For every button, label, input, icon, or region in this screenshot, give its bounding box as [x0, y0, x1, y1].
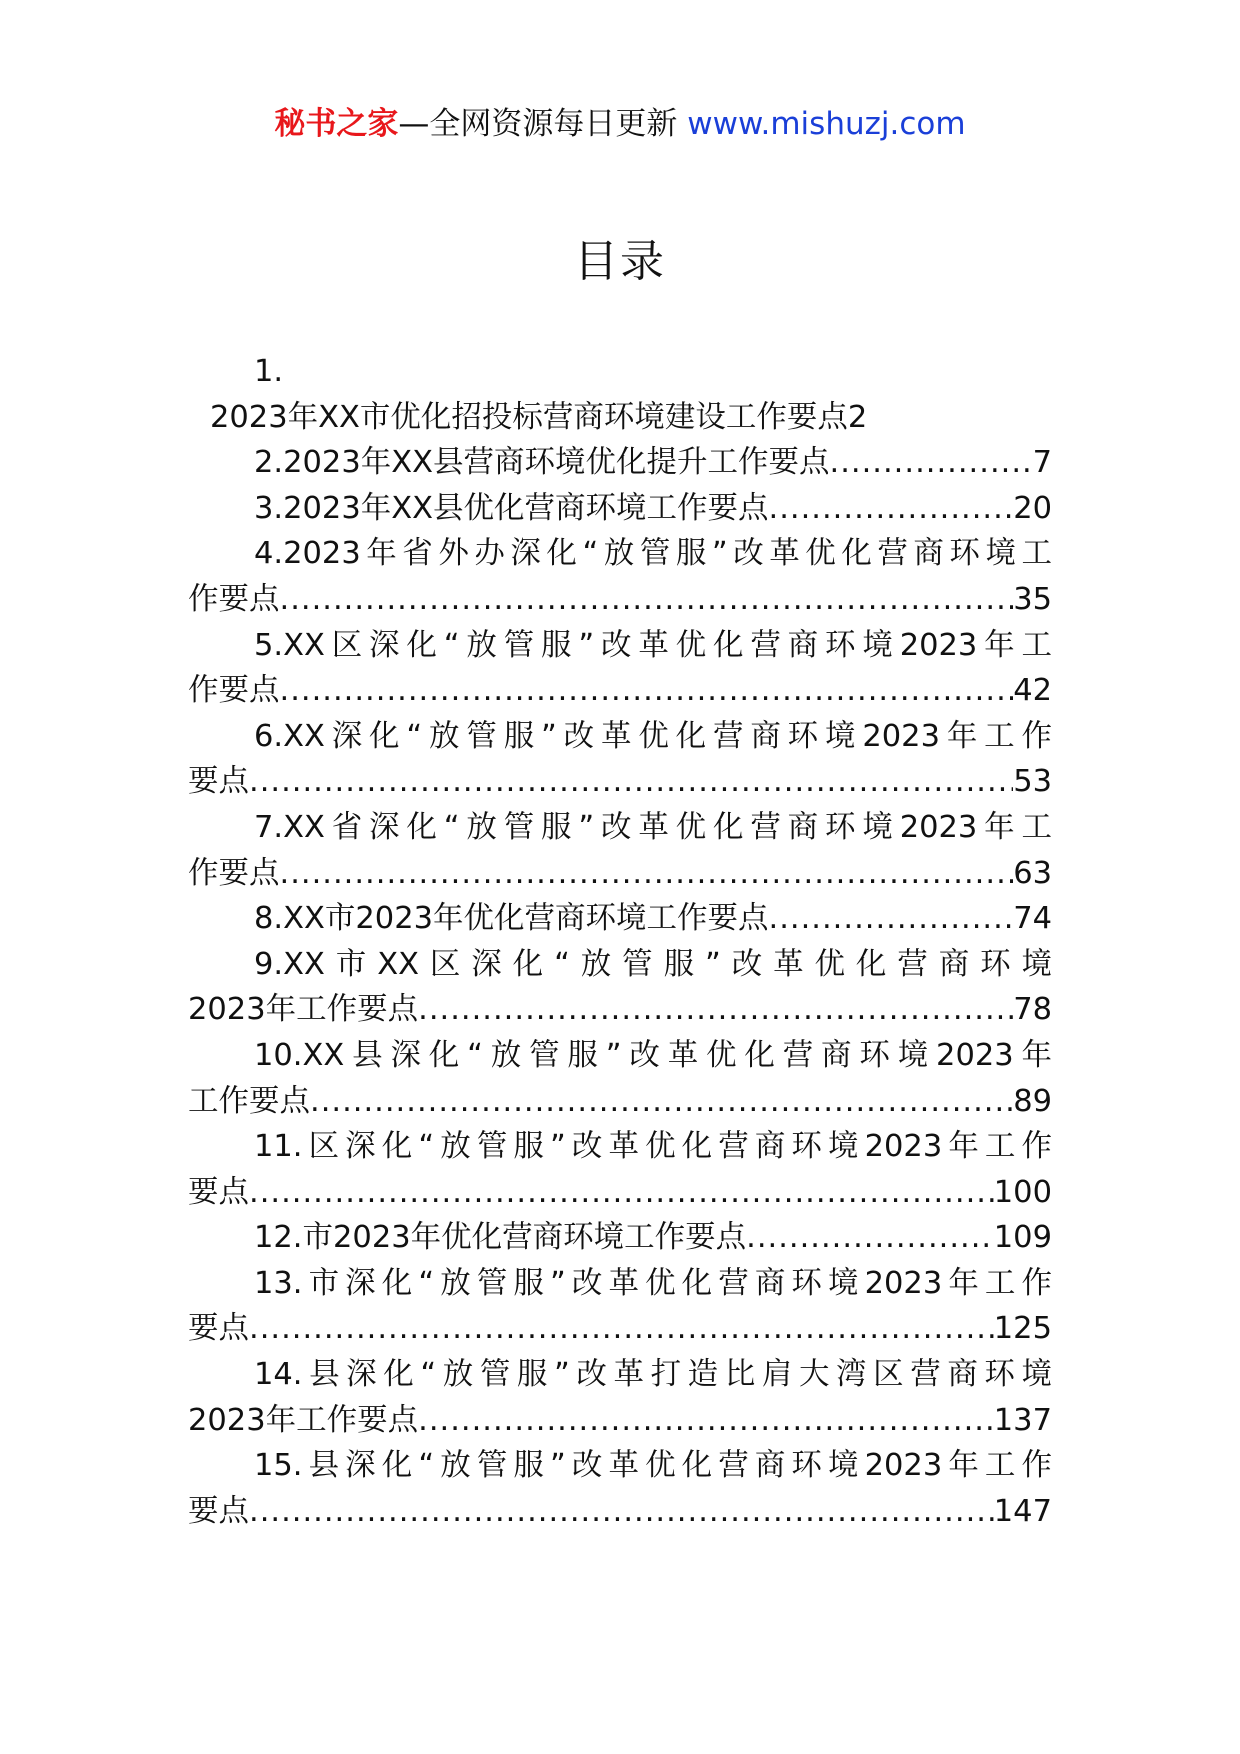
toc-item-6-cont[interactable] [188, 759, 1052, 805]
toc-item-8-title: 8.XX市2023年优化营商环境工作要点 [254, 901, 769, 937]
toc-item-4-cont[interactable] [188, 577, 1052, 623]
toc-leader-dots [280, 577, 1014, 623]
toc-item-14-title: 14.县深化“放管服”改革打造比肩大湾区营商环境 [254, 1357, 1052, 1393]
toc-item-13-title: 13.市深化“放管服”改革优化营商环境2023年工作 [254, 1265, 1052, 1301]
toc-item-4-page: 35 [1013, 581, 1052, 617]
toc-leader-dots [746, 1215, 994, 1261]
toc-item-1-number-line [188, 349, 1052, 395]
toc-item-6-page: 53 [1013, 764, 1052, 800]
toc-item-5-title: 5.XX区深化“放管服”改革优化营商环境2023年工 [254, 627, 1052, 663]
toc-item-13-cont[interactable] [188, 1306, 1052, 1352]
toc-item-5-cont[interactable] [188, 668, 1052, 714]
toc-item-4[interactable] [188, 531, 1052, 577]
table-of-contents [188, 349, 1052, 1534]
toc-leader-dots [830, 440, 1033, 486]
toc-item-1[interactable] [188, 395, 1052, 441]
toc-leader-dots [418, 987, 1013, 1033]
toc-item-3-page: 20 [1013, 490, 1052, 526]
toc-item-14-title-cont: 2023年工作要点 [188, 1402, 419, 1438]
toc-item-12-title: 12.市2023年优化营商环境工作要点 [254, 1220, 747, 1256]
toc-item-10-page: 89 [1013, 1083, 1052, 1119]
toc-item-13-title-cont: 要点 [188, 1311, 249, 1347]
toc-item-7-title: 7.XX省深化“放管服”改革优化营商环境2023年工 [254, 809, 1052, 845]
toc-item-1-number: 1. [254, 354, 284, 389]
toc-item-15-cont[interactable] [188, 1489, 1052, 1535]
toc-item-10-title: 10.XX县深化“放管服”改革优化营商环境2023年 [254, 1037, 1052, 1073]
page-title: 目录 [574, 236, 666, 287]
toc-item-10[interactable] [188, 1033, 1052, 1079]
toc-item-14[interactable] [188, 1352, 1052, 1398]
toc-leader-dots [249, 759, 1013, 805]
toc-item-15[interactable] [188, 1443, 1052, 1489]
toc-item-1-page: 2 [847, 399, 868, 435]
toc-item-3[interactable] [188, 486, 1052, 532]
toc-item-6[interactable] [188, 714, 1052, 760]
toc-item-2-page: 7 [1032, 445, 1052, 481]
toc-item-9-cont[interactable] [188, 987, 1052, 1033]
toc-item-5-title-cont: 作要点 [188, 673, 280, 709]
toc-leader-dots [249, 1306, 994, 1352]
toc-leader-dots [249, 1489, 994, 1535]
toc-item-10-title-cont: 工作要点 [188, 1083, 310, 1119]
toc-item-6-title: 6.XX深化“放管服”改革优化营商环境2023年工作 [254, 718, 1052, 754]
toc-item-9-title: 9.XX市XX区深化“放管服”改革优化营商环境 [254, 946, 1052, 982]
toc-item-3-title: 3.2023年XX县优化营商环境工作要点 [254, 490, 769, 526]
toc-item-7-cont[interactable] [188, 851, 1052, 897]
brand-name: 秘书之家 [274, 106, 399, 142]
toc-item-1-title: 2023年XX市优化招投标营商环境建设工作要点 [210, 399, 848, 435]
toc-item-15-title-cont: 要点 [188, 1493, 249, 1529]
toc-item-2-title: 2.2023年XX县营商环境优化提升工作要点 [254, 445, 830, 481]
toc-item-11-title: 11.区深化“放管服”改革优化营商环境2023年工作 [254, 1129, 1052, 1165]
site-header [0, 102, 1240, 146]
toc-leader-dots [418, 1398, 994, 1444]
toc-item-15-page: 147 [993, 1493, 1052, 1529]
toc-item-15-title: 15.县深化“放管服”改革优化营商环境2023年工作 [254, 1448, 1052, 1484]
toc-item-7-title-cont: 作要点 [188, 855, 280, 891]
toc-leader-dots [249, 1170, 994, 1216]
header-tagline: —全网资源每日更新 [398, 106, 678, 142]
toc-leader-dots [310, 1079, 1013, 1125]
toc-item-5[interactable] [188, 623, 1052, 669]
toc-item-13-page: 125 [993, 1311, 1052, 1347]
site-url-link[interactable]: www.mishuzj.com [687, 106, 966, 142]
toc-leader-dots [769, 486, 1014, 532]
toc-item-12[interactable] [188, 1215, 1052, 1261]
toc-item-4-title: 4.2023年省外办深化“放管服”改革优化营商环境工 [254, 536, 1052, 572]
toc-leader-dots [280, 668, 1014, 714]
toc-item-11-cont[interactable] [188, 1170, 1052, 1216]
toc-item-11[interactable] [188, 1124, 1052, 1170]
toc-item-10-cont[interactable] [188, 1079, 1052, 1125]
toc-item-8[interactable] [188, 896, 1052, 942]
toc-item-2[interactable] [188, 440, 1052, 486]
toc-item-13[interactable] [188, 1261, 1052, 1307]
toc-item-11-page: 100 [993, 1174, 1052, 1210]
toc-item-4-title-cont: 作要点 [188, 581, 280, 617]
toc-item-12-page: 109 [993, 1220, 1052, 1256]
toc-item-11-title-cont: 要点 [188, 1174, 249, 1210]
toc-item-7[interactable] [188, 805, 1052, 851]
toc-item-7-page: 63 [1013, 855, 1052, 891]
toc-item-6-title-cont: 要点 [188, 764, 249, 800]
toc-item-9-page: 78 [1013, 992, 1052, 1028]
toc-item-9[interactable] [188, 942, 1052, 988]
toc-item-14-page: 137 [993, 1402, 1052, 1438]
toc-item-8-page: 74 [1013, 901, 1052, 937]
toc-leader-dots [280, 851, 1014, 897]
toc-leader-dots [769, 896, 1014, 942]
toc-item-5-page: 42 [1013, 673, 1052, 709]
toc-item-14-cont[interactable] [188, 1398, 1052, 1444]
toc-item-9-title-cont: 2023年工作要点 [188, 992, 419, 1028]
